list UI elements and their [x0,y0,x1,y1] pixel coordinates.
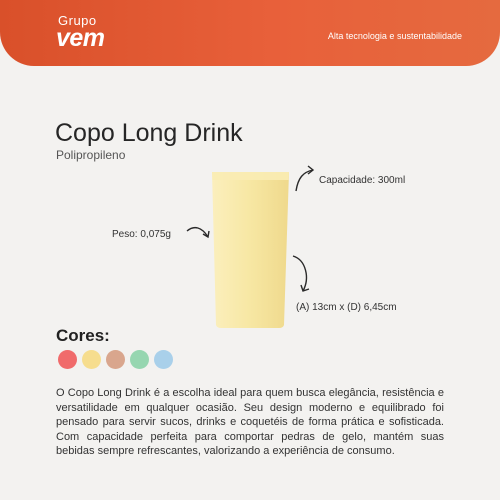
brand-top-text: Grupo [58,13,97,28]
curved-arrow-dimensions-icon [293,256,306,291]
cup-body [212,172,289,328]
tagline: Alta tecnologia e sustentabilidade [327,31,462,41]
curved-arrow-capacity-icon [296,170,313,191]
brand-logo: vem [56,24,105,52]
color-swatch[interactable] [130,350,149,369]
product-title: Copo Long Drink [55,119,243,147]
cup-rim [212,172,289,180]
color-swatches [58,350,173,369]
product-material: Polipropileno [56,148,126,162]
color-swatch[interactable] [106,350,125,369]
colors-title: Cores: [56,326,110,345]
color-swatch[interactable] [82,350,101,369]
capacity-label: Capacidade: 300ml [319,175,406,186]
product-description: O Copo Long Drink é a escolha ideal para quem busca elegância, resistência e versatilidade em qualquer ocasião. Seu design moderno e equilibrado foi pensado para servir sucos, drinks e coquetéis de forma prática e sofisticada. Com capacidade perfeita para comportar pedras de gelo, mantém suas bebidas sempre refrescantes, valorizando a experiência de consumo. [56,387,444,457]
color-swatch[interactable] [154,350,173,369]
dimensions-label: (A) 13cm x (D) 6,45cm [296,302,397,313]
color-swatch[interactable] [58,350,77,369]
weight-label: Peso: 0,075g [112,229,171,240]
